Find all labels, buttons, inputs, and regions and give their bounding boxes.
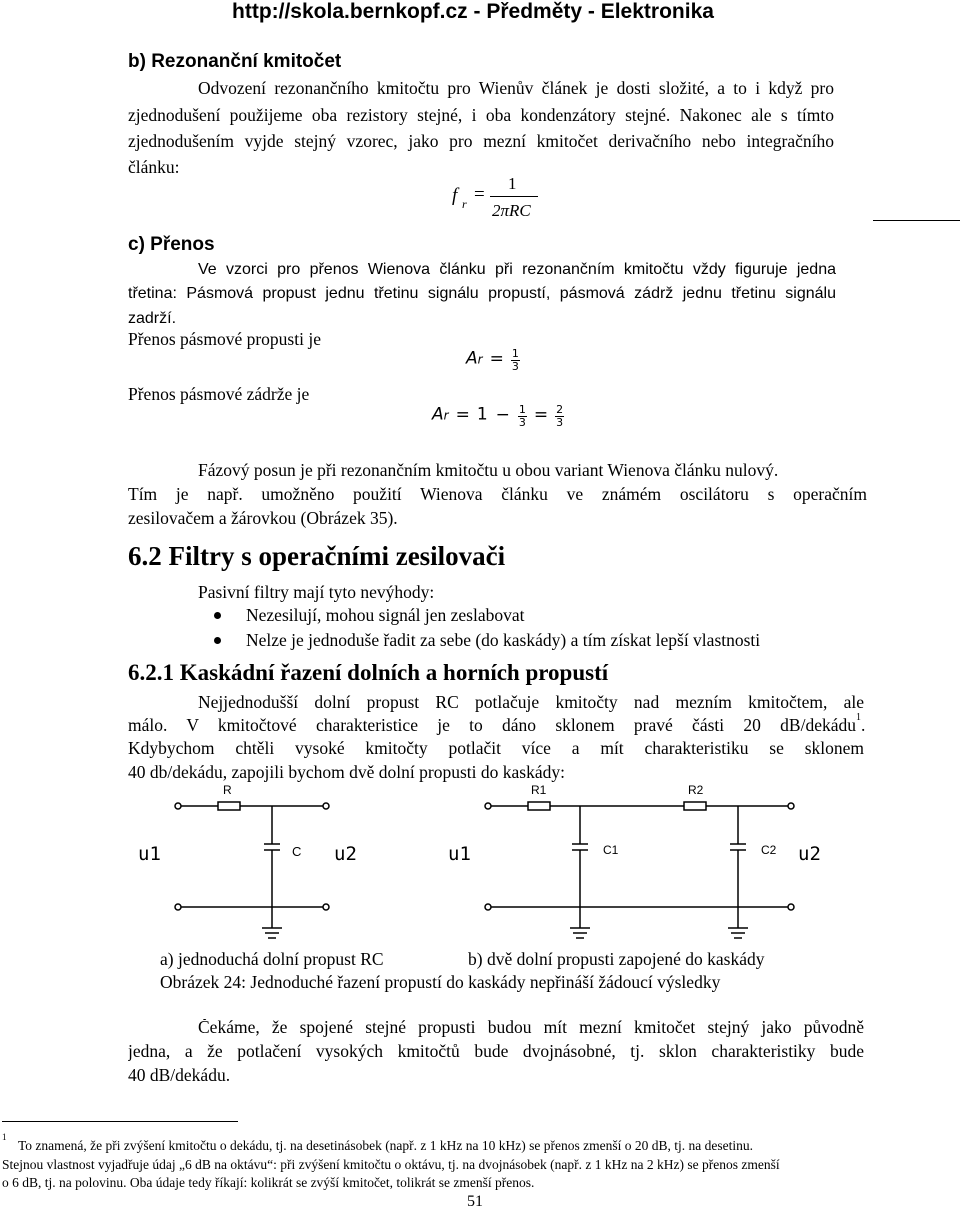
stop-formula-minus: − — [495, 404, 510, 425]
label-left-u1: u1 — [138, 843, 161, 865]
formula-eq: = — [474, 184, 485, 205]
section-6-2-heading: 6.2 Filtry s operačními zesilovači — [128, 541, 506, 571]
stop-num2: 2 — [556, 403, 564, 416]
bullet-marker-1 — [214, 612, 221, 619]
figure-caption: Obrázek 24: Jednoduché řazení propustí do kaskády nepřináší žádoucí výsledky — [160, 972, 721, 992]
stop-formula-frac2 — [555, 404, 564, 428]
circuit-a-out-top-terminal — [323, 803, 329, 809]
stop-formula-eq1: = — [455, 404, 470, 425]
section-b-line-4: článku: — [128, 157, 180, 177]
section-b-line-3: zjednodušením vyjde stejný vzorec, jako pro mezní kmitočet derivačního nebo integračního — [128, 133, 834, 151]
formula-num: 1 — [508, 174, 517, 193]
pass-den: 3 — [511, 359, 519, 373]
pass-formula-frac — [511, 348, 520, 372]
pass-formula — [466, 348, 520, 388]
section-c-line-2: třetina: Pásmová propust jednu třetinu signálu propustí, pásmová zádrž jednu třetinu signálu — [128, 286, 836, 302]
label-left-u2: u2 — [334, 843, 357, 865]
label-r1: R1 — [531, 783, 547, 797]
resistor-r2 — [684, 802, 706, 810]
conclusion-line-1: Čekáme, že spojené stejné propusti budou mít mezní kmitočet stejný jako původně — [198, 1019, 864, 1037]
pass-formula-a: A — [466, 348, 478, 369]
footnote-line-2: Stejnou vlastnost vyjadřuje údaj „6 dB na oktávu“: při zvýšení kmitočtu o oktávu, tj. na dvojnásobek (např. z 1 kHz na 2 kHz) se přenos zmenší — [2, 1157, 780, 1172]
section-6-2-1-line-2 — [128, 712, 868, 735]
footnote-line-1: To znamená, že při zvýšení kmitočtu o dekádu, tj. na desetinásobek (např. z 1 kHz na 10 kHz) se přenos zmenší o 20 dB, tj. na desetinu. — [18, 1138, 753, 1153]
conclusion-line-2: jedna, a že potlačení vysokých kmitočtů bude dvojnásobné, tj. sklon charakteristiky bude — [128, 1043, 864, 1061]
formula-f-sub: r — [462, 197, 467, 211]
label-c: C — [292, 844, 302, 859]
bullet-item-1: Nezesilují, mohou signál jen zeslabovat — [246, 605, 525, 625]
margin-mark — [873, 220, 960, 221]
section-6-2-1-line-3: Kdybychom chtěli vysoké kmitočty potlačit více a mít charakteristiku se sklonem — [128, 740, 864, 758]
resistor-r — [218, 802, 240, 810]
pass-num: 1 — [511, 347, 519, 360]
bullet-item-2: Nelze je jednoduše řadit za sebe (do kaskády) a tím získat lepší vlastnosti — [246, 630, 761, 650]
circuit-figure — [0, 782, 960, 942]
conclusion-line-3: 40 dB/dekádu. — [128, 1065, 231, 1085]
stop-formula-frac1 — [518, 404, 527, 428]
formula-f: f — [452, 185, 458, 206]
stop-formula-a: A — [432, 404, 444, 425]
pass-formula-sub: r — [477, 352, 483, 367]
section-6-2-intro: Pasivní filtry mají tyto nevýhody: — [198, 582, 435, 602]
section-c-line-3: zadrží. — [128, 310, 177, 327]
section-6-2-1-line-1: Nejjednodušší dolní propust RC potlačuje kmitočty nad mezním kmitočtem, ale — [198, 694, 864, 712]
bullet-marker-2 — [214, 637, 221, 644]
phase-line-3: zesilovačem a žárovkou (Obrázek 35). — [128, 508, 398, 528]
stop-den1: 3 — [518, 415, 526, 429]
stop-formula — [432, 404, 564, 444]
section-c-heading: c) Přenos — [128, 234, 215, 255]
circuit-b-in-top-terminal — [485, 803, 491, 809]
phase-line-1: Fázový posun je při rezonančním kmitočtu u obou variant Wienova článku nulový. — [198, 460, 779, 480]
circuit-a-out-bottom-terminal — [323, 904, 329, 910]
label-c1: C1 — [603, 843, 619, 857]
section-b-line-2: zjednodušení použijeme oba rezistory stejné, i oba kondenzátory stejné. Nakonec ale s tímto — [128, 107, 834, 125]
footnote-ref-dot: . — [861, 715, 866, 735]
section-c-line-1: Ve vzorci pro přenos Wienova článku při rezonančním kmitočtu vždy figuruje jedna — [198, 262, 836, 278]
label-r: R — [223, 783, 232, 797]
stop-formula-eq2: = — [533, 404, 549, 425]
formula-bar — [490, 196, 538, 197]
resonance-formula — [452, 174, 572, 224]
stop-num1: 1 — [518, 403, 526, 416]
circuit-a — [175, 802, 329, 938]
circuit-b — [485, 802, 794, 938]
circuit-a-in-top-terminal — [175, 803, 181, 809]
page-number: 51 — [467, 1193, 483, 1210]
section-b-line-1: Odvození rezonančního kmitočtu pro Wienův článek je dosti složité, a to i když pro — [198, 80, 834, 98]
circuit-b-out-top-terminal — [788, 803, 794, 809]
footnote-separator — [2, 1121, 238, 1122]
formula-den: 2πRC — [492, 201, 531, 220]
footnote-ref: 1 — [856, 712, 861, 723]
label-right-u2: u2 — [798, 843, 821, 865]
stop-formula-one: 1 — [476, 404, 488, 425]
label-r2: R2 — [688, 783, 704, 797]
circuit-b-in-bottom-terminal — [485, 904, 491, 910]
page-header: http://skola.bernkopf.cz - Předměty - Elektronika — [232, 0, 714, 23]
circuit-b-out-bottom-terminal — [788, 904, 794, 910]
section-6-2-1-line-2-text: málo. V kmitočtové charakteristice je to dáno sklonem pravé části 20 dB/dekádu — [128, 717, 856, 735]
pass-formula-eq: = — [489, 348, 504, 369]
footnote-line-3: o 6 dB, tj. na polovinu. Oba údaje tedy říkají: kolikrát se zvýší kmitočet, tolikrát se zmenší přenos. — [2, 1175, 535, 1190]
stop-label: Přenos pásmové zádrže je — [128, 384, 310, 404]
section-6-2-1-line-4: 40 db/dekádu, zapojili bychom dvě dolní propusti do kaskády: — [128, 762, 565, 782]
resistor-r1 — [528, 802, 550, 810]
circuit-a-in-bottom-terminal — [175, 904, 181, 910]
section-6-2-1-heading: 6.2.1 Kaskádní řazení dolních a horních propustí — [128, 660, 609, 685]
caption-b: b) dvě dolní propusti zapojené do kaskády — [468, 949, 765, 969]
footnote-mark: 1 — [2, 1132, 7, 1142]
label-right-u1: u1 — [448, 843, 471, 865]
caption-a: a) jednoduchá dolní propust RC — [160, 949, 384, 969]
stop-formula-sub: r — [443, 408, 449, 423]
pass-label: Přenos pásmové propusti je — [128, 329, 321, 349]
section-b-heading: b) Rezonanční kmitočet — [128, 51, 342, 72]
stop-den2: 3 — [556, 415, 564, 429]
label-c2: C2 — [761, 843, 777, 857]
phase-line-2: Tím je např. umožněno použití Wienova článku ve známém oscilátoru s operačním — [128, 486, 867, 504]
